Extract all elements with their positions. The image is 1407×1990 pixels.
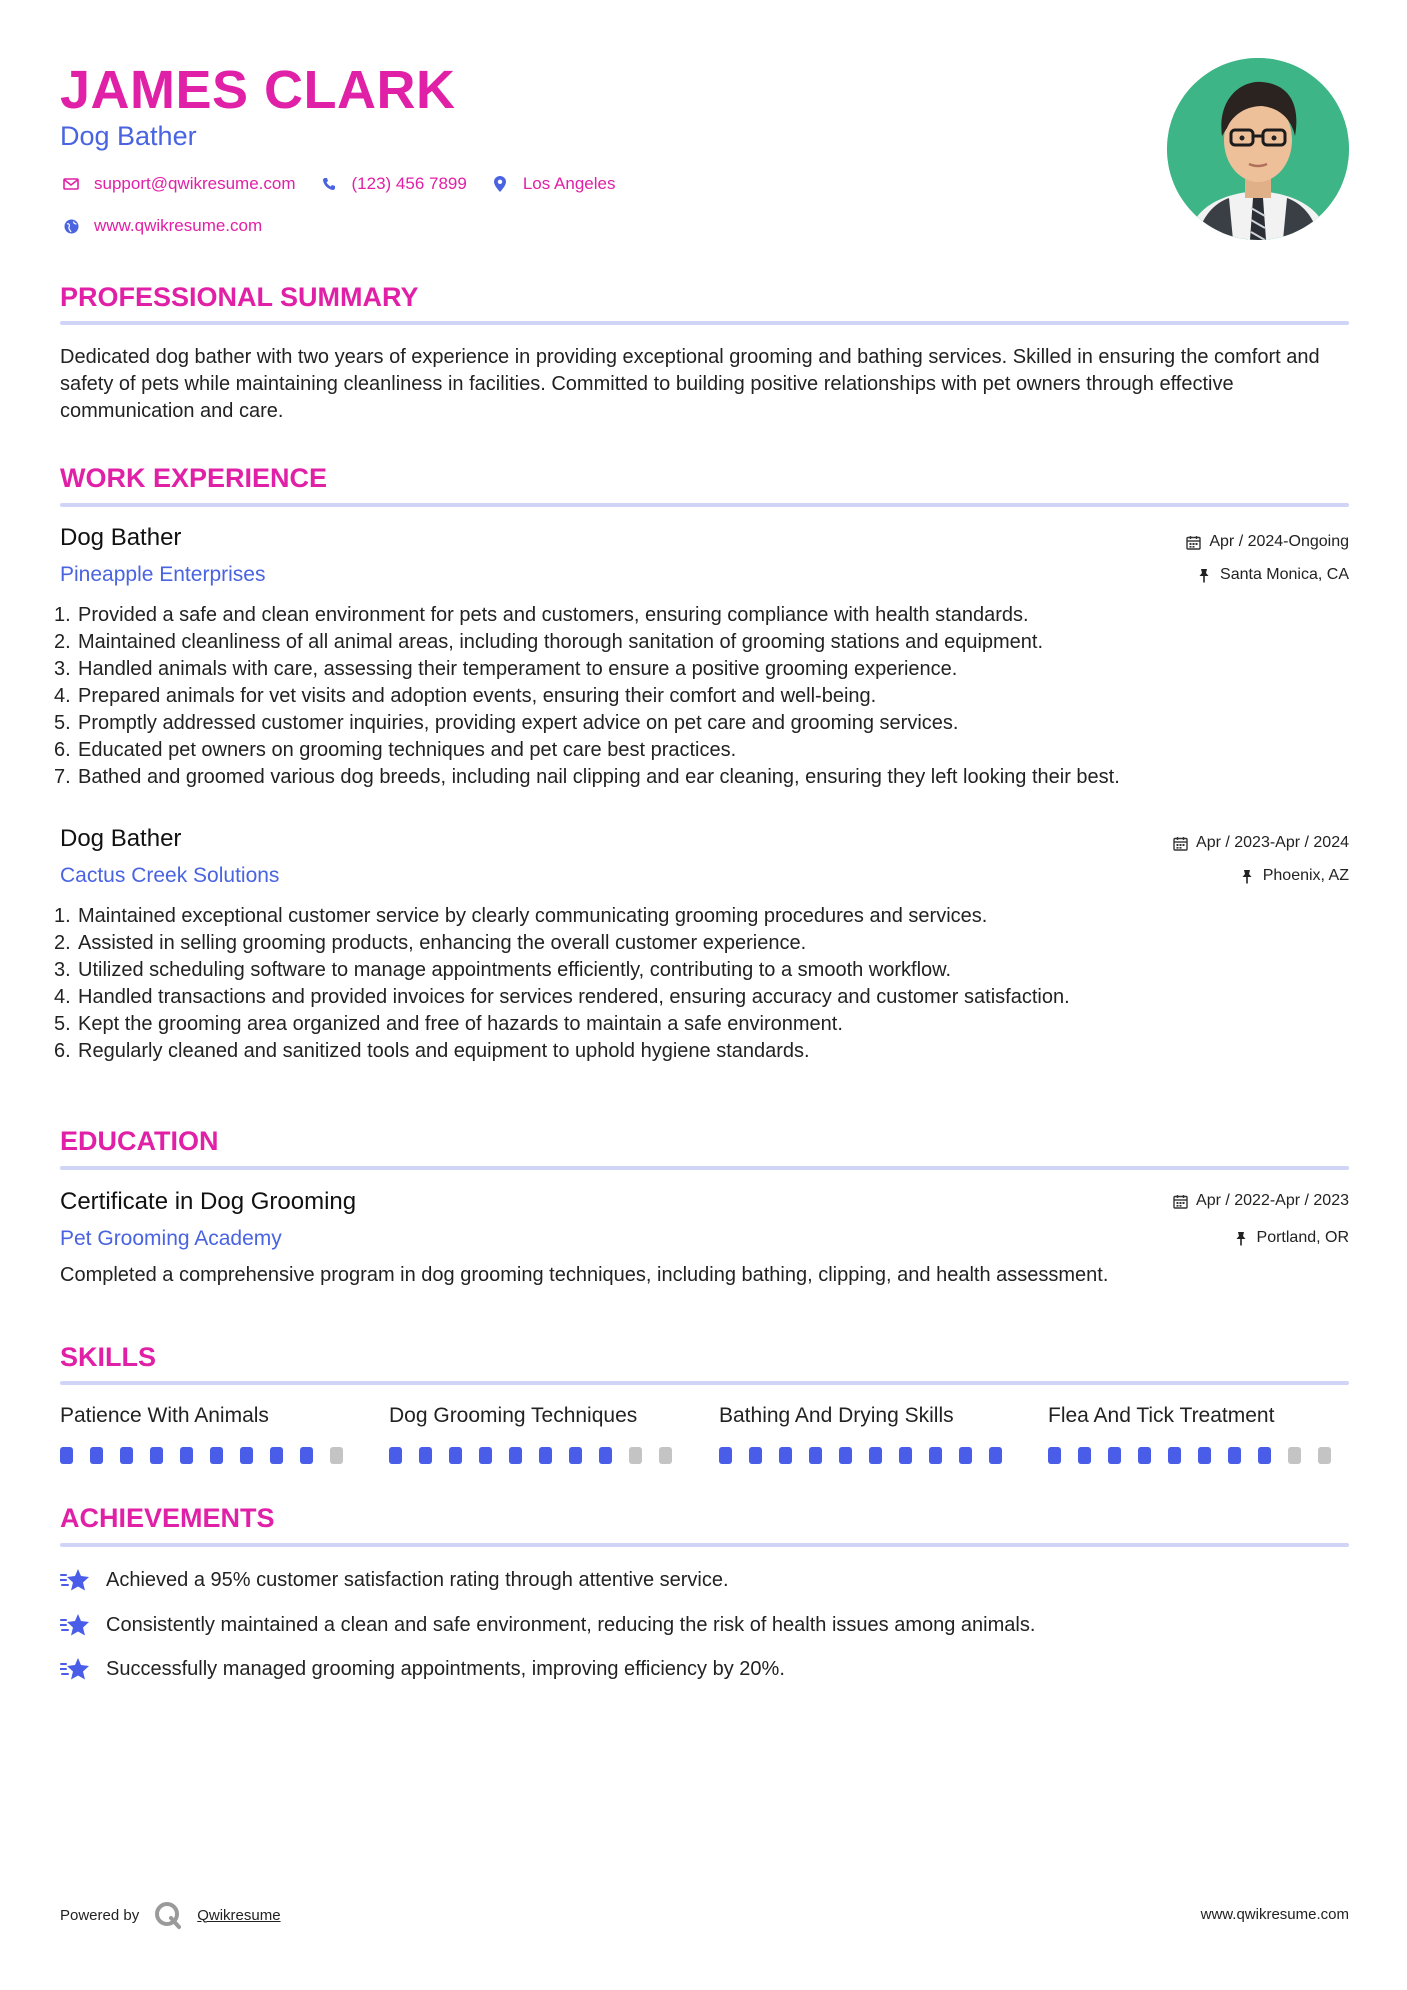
list-text: Maintained exceptional customer service by clearly communicating grooming procedures and services.: [78, 905, 988, 927]
calendar-icon: [1171, 1192, 1189, 1210]
list-number: 3.: [54, 658, 71, 680]
map-pin-icon: [489, 173, 511, 195]
achievement-item: [60, 1655, 785, 1683]
skill-dot-filled: [419, 1447, 432, 1464]
skill-level-meter: [719, 1447, 1019, 1464]
skill-dot-filled: [869, 1447, 882, 1464]
skill-level-meter: [389, 1447, 689, 1464]
candidate-name: JAMES CLARK: [60, 60, 456, 120]
list-item: [54, 903, 1354, 930]
list-text: Provided a safe and clean environment for pets and customers, ensuring compliance with health standards.: [78, 604, 1029, 626]
list-number: 6.: [54, 1040, 71, 1062]
job-location-text: Santa Monica, CA: [1220, 566, 1349, 583]
footer-powered-by: [60, 1900, 281, 1930]
list-item: [54, 629, 1354, 656]
skill-dot-filled: [1138, 1447, 1151, 1464]
skill-dot-filled: [389, 1447, 402, 1464]
skill-dot-empty: [1288, 1447, 1301, 1464]
skill-dot-filled: [1228, 1447, 1241, 1464]
envelope-icon: [60, 173, 82, 195]
achievement-text: Successfully managed grooming appointments, improving efficiency by 20%.: [106, 1658, 785, 1680]
job-title: Dog Bather: [60, 825, 182, 852]
list-item: [54, 930, 1354, 957]
list-text: Utilized scheduling software to manage appointments efficiently, contributing to a smooth workflow.: [78, 959, 952, 981]
pushpin-icon: [1238, 867, 1256, 885]
job-title: Dog Bather: [60, 524, 182, 551]
skill-dot-filled: [120, 1447, 133, 1464]
list-item: [54, 602, 1354, 629]
skill-dot-filled: [180, 1447, 193, 1464]
skill-dot-filled: [959, 1447, 972, 1464]
list-number: 7.: [54, 766, 71, 788]
skill-dot-filled: [90, 1447, 103, 1464]
skill-level-meter: [60, 1447, 360, 1464]
skill-dot-filled: [569, 1447, 582, 1464]
footer-website-link[interactable]: www.qwikresume.com: [1200, 1906, 1349, 1923]
skill-dot-filled: [270, 1447, 283, 1464]
job-date-text: Apr / 2023-Apr / 2024: [1196, 834, 1349, 851]
skill-name: Dog Grooming Techniques: [389, 1404, 638, 1427]
skill-item: [1048, 1403, 1348, 1464]
summary-text: Dedicated dog bather with two years of experience in providing exceptional grooming and bathing services. Skilled in ensuring the comfort and safety of pets while maintaining cleanliness in facilities. Committed to building positive relationships with pet owners through effective communication and care.: [60, 346, 1320, 422]
skill-dot-filled: [599, 1447, 612, 1464]
skill-dot-filled: [749, 1447, 762, 1464]
skill-dot-empty: [330, 1447, 343, 1464]
skill-dot-filled: [1198, 1447, 1211, 1464]
skill-dot-empty: [1318, 1447, 1331, 1464]
list-item: [54, 1038, 1354, 1065]
calendar-icon: [1171, 834, 1189, 852]
contact-row-primary: [60, 173, 637, 195]
job-location-text: Phoenix, AZ: [1262, 867, 1349, 884]
job-company: Pineapple Enterprises: [60, 563, 266, 586]
skill-dot-filled: [1078, 1447, 1091, 1464]
list-item: [54, 984, 1354, 1011]
job-date: [1171, 833, 1349, 853]
job-company: Cactus Creek Solutions: [60, 864, 280, 887]
skill-dot-filled: [779, 1447, 792, 1464]
skill-dot-filled: [1048, 1447, 1061, 1464]
pushpin-icon: [1232, 1229, 1250, 1247]
qwikresume-link[interactable]: Qwikresume: [197, 1906, 281, 1924]
list-number: 1.: [54, 604, 71, 626]
list-text: Handled animals with care, assessing their temperament to ensure a positive grooming experience.: [78, 658, 958, 680]
list-text: Assisted in selling grooming products, enhancing the overall customer experience.: [78, 932, 807, 954]
list-item: [54, 737, 1354, 764]
skill-name: Patience With Animals: [60, 1404, 269, 1427]
list-item: [54, 957, 1354, 984]
skill-dot-filled: [479, 1447, 492, 1464]
skill-dot-filled: [989, 1447, 1002, 1464]
experience-heading: WORK EXPERIENCE: [60, 463, 328, 493]
list-item: [54, 1011, 1354, 1038]
list-text: Bathed and groomed various dog breeds, including nail clipping and ear cleaning, ensuring they left looking their best.: [78, 766, 1120, 788]
list-number: 3.: [54, 959, 71, 981]
list-item: [54, 764, 1354, 791]
job-duties-list: [54, 903, 1354, 1065]
section-divider: [60, 503, 1349, 507]
skill-name: Bathing And Drying Skills: [719, 1404, 954, 1427]
skill-dot-empty: [659, 1447, 672, 1464]
education-degree: Certificate in Dog Grooming: [60, 1188, 357, 1215]
section-divider: [60, 1166, 1349, 1170]
skill-dot-filled: [1168, 1447, 1181, 1464]
email-link[interactable]: support@qwikresume.com: [94, 174, 296, 193]
section-divider: [60, 1543, 1349, 1547]
education-heading: EDUCATION: [60, 1126, 219, 1156]
powered-by-label: Powered by: [60, 1906, 140, 1924]
skill-dot-filled: [210, 1447, 223, 1464]
section-divider: [60, 1381, 1349, 1385]
achievement-text: Consistently maintained a clean and safe environment, reducing the risk of health issues among animals.: [106, 1614, 1036, 1636]
skill-dot-filled: [1258, 1447, 1271, 1464]
skill-dot-empty: [629, 1447, 642, 1464]
list-number: 5.: [54, 1013, 71, 1035]
skill-dot-filled: [899, 1447, 912, 1464]
list-number: 5.: [54, 712, 71, 734]
skill-dot-filled: [240, 1447, 253, 1464]
skill-dot-filled: [929, 1447, 942, 1464]
skill-dot-filled: [150, 1447, 163, 1464]
list-number: 2.: [54, 932, 71, 954]
education-location-text: Portland, OR: [1256, 1229, 1349, 1246]
skill-dot-filled: [1108, 1447, 1121, 1464]
list-text: Regularly cleaned and sanitized tools and equipment to uphold hygiene standards.: [78, 1040, 810, 1062]
list-text: Promptly addressed customer inquiries, providing expert advice on pet care and grooming services.: [78, 712, 959, 734]
job-location: [1195, 565, 1349, 585]
skill-item: [389, 1403, 689, 1464]
skill-dot-filled: [839, 1447, 852, 1464]
achievement-item: [60, 1566, 729, 1594]
skill-dot-filled: [449, 1447, 462, 1464]
contact-row-secondary: [60, 215, 284, 237]
list-text: Handled transactions and provided invoices for services rendered, ensuring accuracy and customer satisfaction.: [78, 986, 1070, 1008]
star-achievement-icon: [60, 1566, 92, 1594]
avatar: [1167, 58, 1349, 240]
qwikresume-logo-icon: [153, 1900, 183, 1930]
list-text: Kept the grooming area organized and free of hazards to maintain a safe environment.: [78, 1013, 843, 1035]
section-divider: [60, 321, 1349, 325]
location-text: Los Angeles: [522, 174, 616, 193]
globe-icon: [60, 215, 82, 237]
calendar-icon: [1184, 533, 1202, 551]
list-item: [54, 683, 1354, 710]
achievement-text: Achieved a 95% customer satisfaction rating through attentive service.: [106, 1569, 729, 1591]
skill-dot-filled: [300, 1447, 313, 1464]
skill-item: [719, 1403, 1019, 1464]
pushpin-icon: [1195, 566, 1213, 584]
star-achievement-icon: [60, 1611, 92, 1639]
summary-heading: PROFESSIONAL SUMMARY: [60, 282, 419, 312]
list-number: 1.: [54, 905, 71, 927]
list-item: [54, 656, 1354, 683]
skill-name: Flea And Tick Treatment: [1048, 1404, 1275, 1427]
list-text: Maintained cleanliness of all animal areas, including thorough sanitation of grooming stations and equipment.: [78, 631, 1044, 653]
list-text: Prepared animals for vet visits and adoption events, ensuring their comfort and well-being.: [78, 685, 877, 707]
website-link[interactable]: www.qwikresume.com: [94, 216, 263, 235]
education-school: Pet Grooming Academy: [60, 1227, 282, 1250]
skill-dot-filled: [719, 1447, 732, 1464]
job-date-text: Apr / 2024-Ongoing: [1209, 533, 1349, 550]
job-location: [1238, 866, 1349, 886]
skill-level-meter: [1048, 1447, 1348, 1464]
phone-icon: [318, 173, 340, 195]
education-date-text: Apr / 2022-Apr / 2023: [1196, 1192, 1349, 1209]
star-achievement-icon: [60, 1655, 92, 1683]
skill-dot-filled: [539, 1447, 552, 1464]
job-duties-list: [54, 602, 1354, 791]
skill-dot-filled: [509, 1447, 522, 1464]
list-item: [54, 710, 1354, 737]
list-number: 4.: [54, 986, 71, 1008]
achievement-item: [60, 1611, 1035, 1639]
skill-dot-filled: [809, 1447, 822, 1464]
candidate-role: Dog Bather: [60, 121, 197, 151]
list-text: Educated pet owners on grooming techniques and pet care best practices.: [78, 739, 737, 761]
education-date: [1171, 1191, 1349, 1211]
education-location: [1232, 1228, 1349, 1248]
achievements-heading: ACHIEVEMENTS: [60, 1503, 275, 1533]
skills-heading: SKILLS: [60, 1342, 157, 1372]
job-date: [1184, 532, 1349, 552]
list-number: 4.: [54, 685, 71, 707]
education-description: Completed a comprehensive program in dog grooming techniques, including bathing, clipping, and health assessment.: [60, 1264, 1109, 1286]
list-number: 6.: [54, 739, 71, 761]
phone-text[interactable]: (123) 456 7899: [351, 174, 467, 193]
skill-dot-filled: [60, 1447, 73, 1464]
list-number: 2.: [54, 631, 71, 653]
skill-item: [60, 1403, 360, 1464]
